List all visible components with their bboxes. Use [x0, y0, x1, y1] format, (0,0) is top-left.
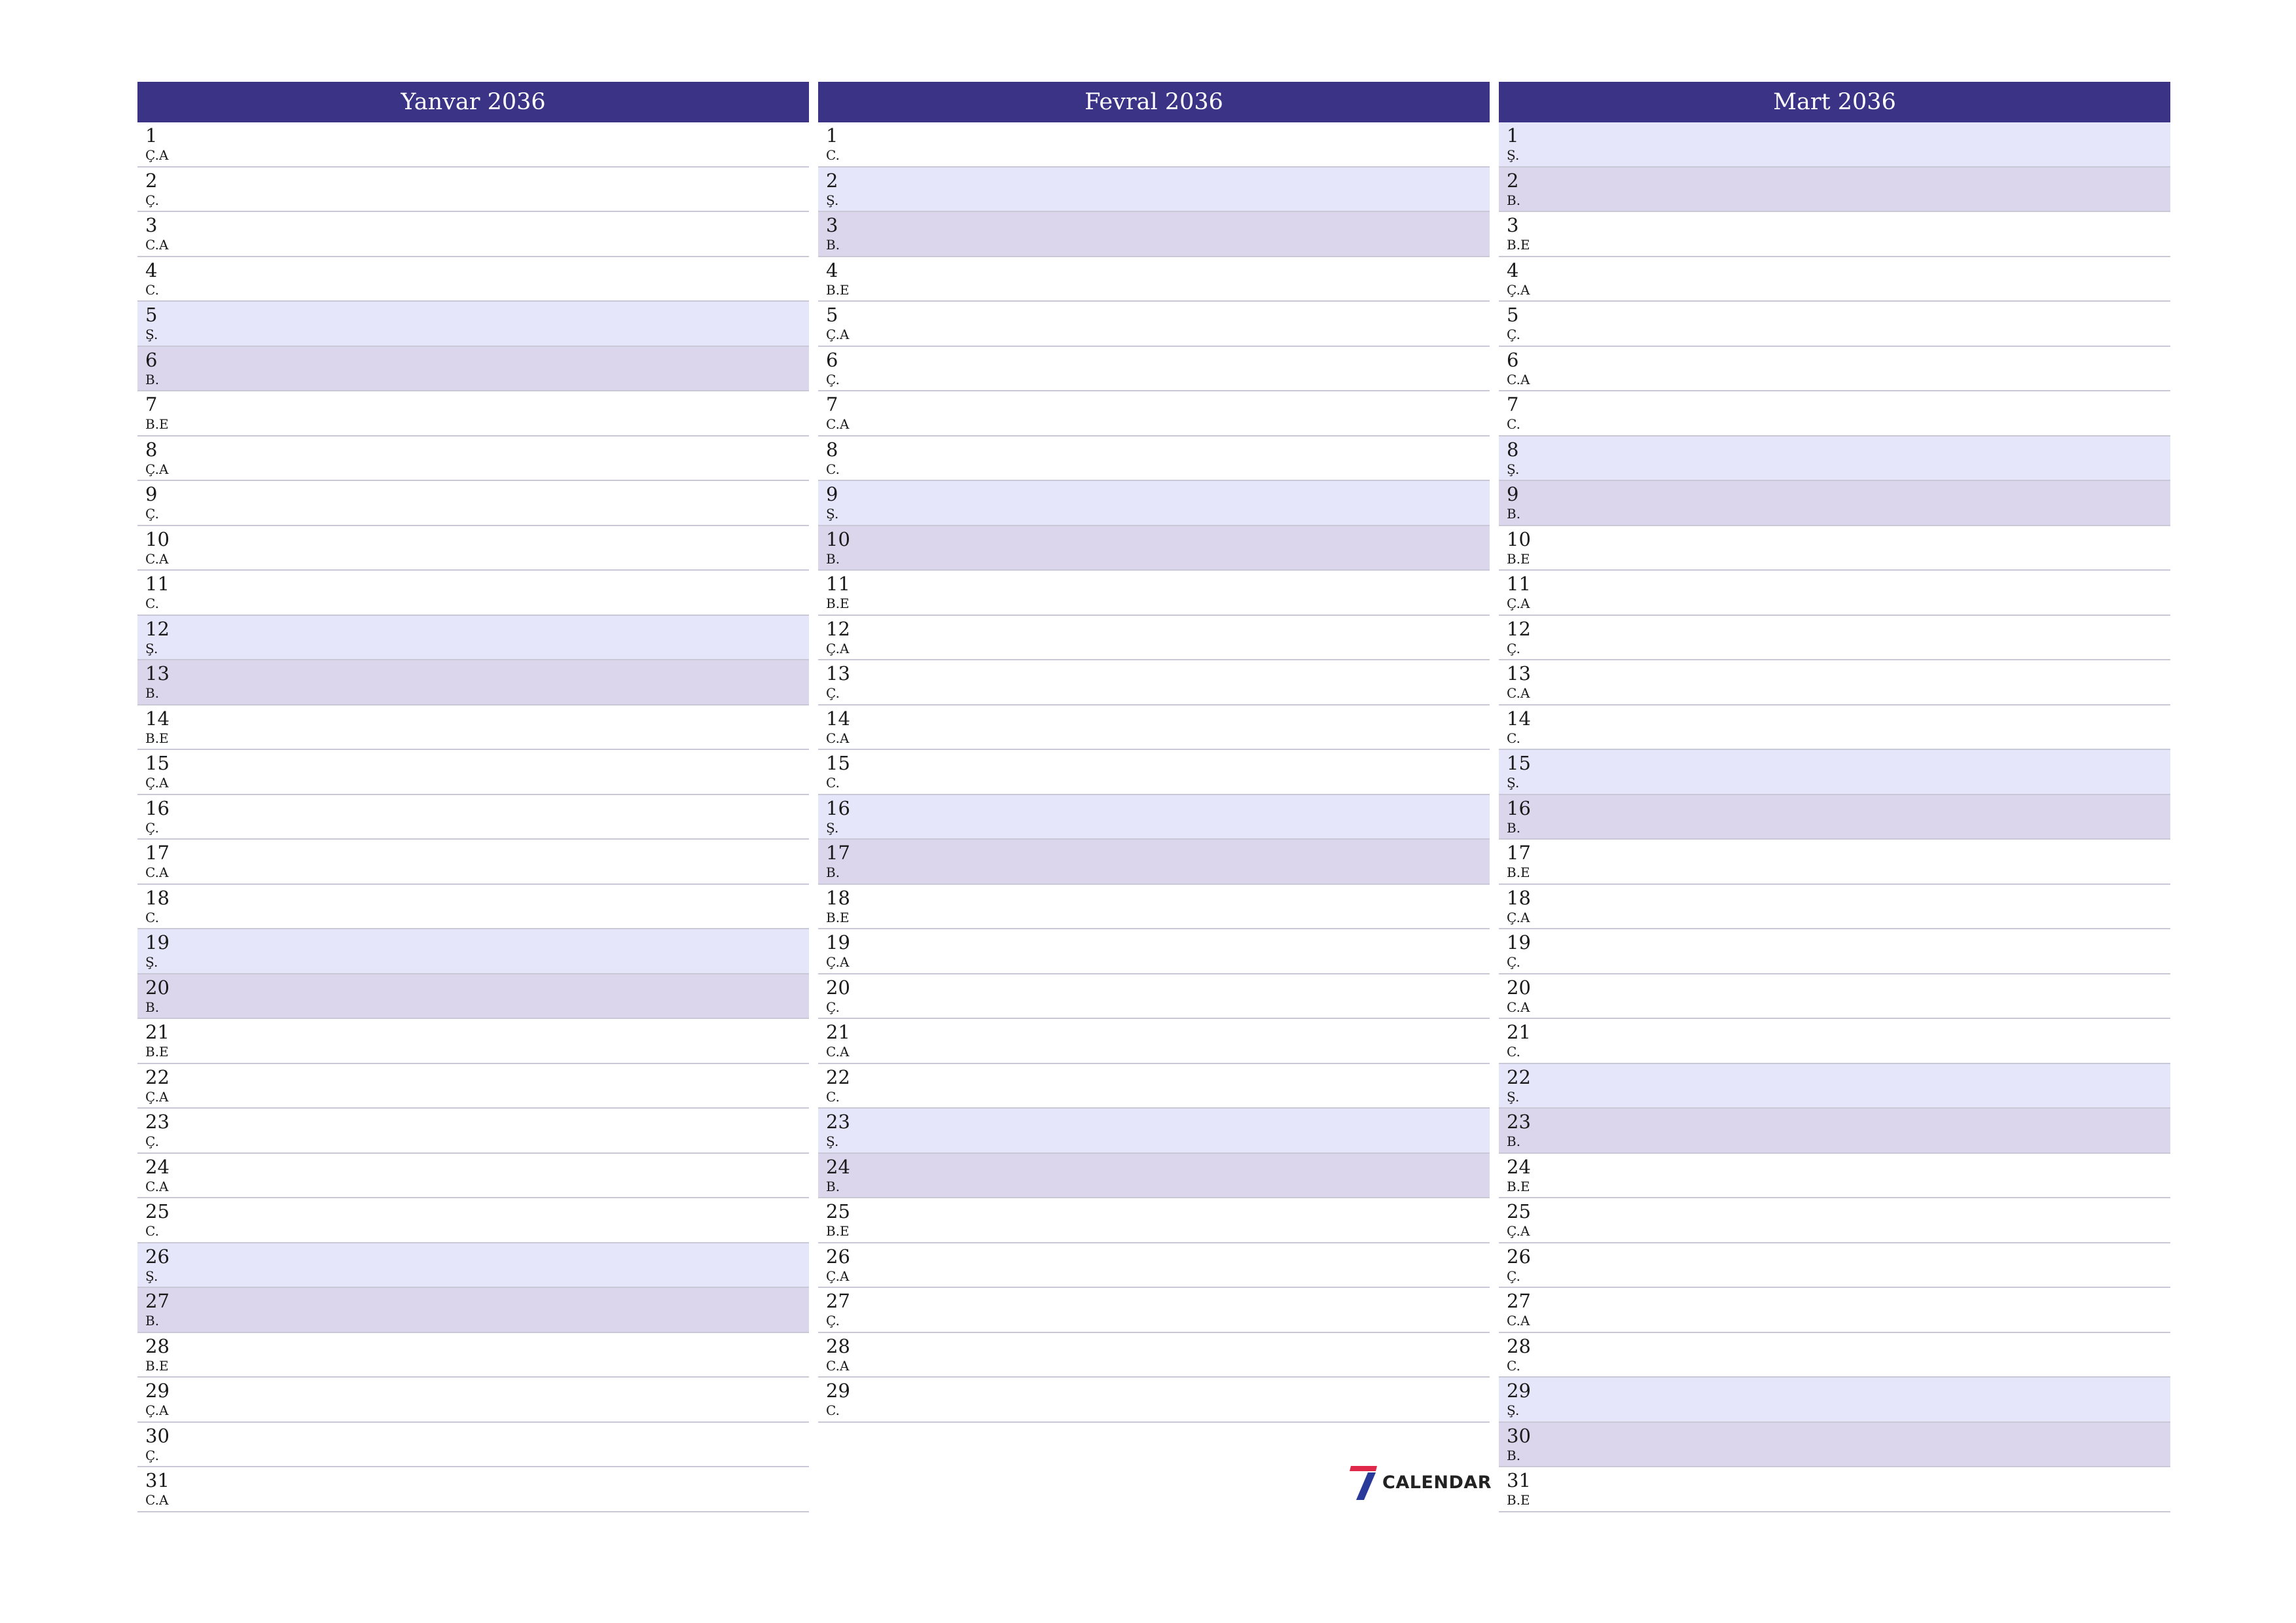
weekday-abbr: C. — [1507, 416, 1520, 432]
weekday-abbr: B.E — [826, 281, 850, 298]
day-row — [818, 840, 1490, 885]
day-row — [137, 1154, 809, 1199]
month-title: Mart 2036 — [1499, 82, 2170, 122]
day-row — [1499, 122, 2170, 168]
day-row — [818, 1019, 1490, 1064]
day-number: 26 — [826, 1245, 850, 1268]
weekday-abbr: C. — [826, 1402, 840, 1418]
day-number: 25 — [145, 1200, 170, 1222]
day-row — [818, 571, 1490, 616]
weekday-abbr: C.A — [145, 865, 169, 880]
weekday-abbr: B. — [1507, 819, 1521, 836]
weekday-abbr: Ç.A — [145, 1402, 169, 1418]
day-number: 17 — [145, 842, 170, 864]
day-number: 8 — [826, 438, 838, 461]
weekday-abbr: C. — [826, 1088, 840, 1105]
day-row — [1499, 437, 2170, 482]
weekday-abbr: Ş. — [1507, 147, 1520, 163]
day-row — [1499, 885, 2170, 930]
weekday-abbr: B. — [145, 1313, 160, 1329]
day-row — [818, 1378, 1490, 1423]
weekday-abbr: Ş. — [1507, 1402, 1520, 1418]
day-number: 22 — [145, 1065, 170, 1088]
month-title: Yanvar 2036 — [137, 82, 809, 122]
day-number: 3 — [826, 214, 838, 236]
day-number: 11 — [826, 573, 850, 595]
weekday-abbr: Ş. — [826, 506, 839, 522]
weekday-abbr: C.A — [826, 1357, 850, 1374]
day-number: 13 — [826, 662, 850, 685]
day-row — [818, 660, 1490, 705]
day-row — [1499, 571, 2170, 616]
day-row — [818, 122, 1490, 168]
day-row — [137, 795, 809, 840]
day-row — [137, 1064, 809, 1109]
weekday-abbr: B.E — [145, 730, 169, 746]
day-row — [137, 705, 809, 751]
weekday-abbr: Ş. — [1507, 461, 1520, 477]
day-number: 23 — [145, 1111, 170, 1133]
day-number: 17 — [1507, 842, 1531, 864]
day-row — [1499, 481, 2170, 526]
day-number: 9 — [826, 483, 838, 505]
weekday-abbr: Ç. — [1507, 954, 1520, 970]
weekday-abbr: C. — [826, 147, 840, 163]
weekday-abbr: Ç.A — [145, 775, 169, 791]
weekday-abbr: C.A — [145, 550, 169, 567]
day-row — [1499, 840, 2170, 885]
day-row — [1499, 974, 2170, 1020]
calendar-logo — [1348, 1465, 1492, 1501]
day-number: 24 — [145, 1155, 170, 1178]
day-row — [818, 1064, 1490, 1109]
day-number: 15 — [826, 752, 850, 774]
day-row — [1499, 1243, 2170, 1289]
day-row — [818, 526, 1490, 571]
day-row — [818, 347, 1490, 392]
weekday-abbr: B.E — [1507, 237, 1530, 253]
day-row — [818, 1333, 1490, 1378]
weekday-abbr: Ç.A — [1507, 596, 1530, 611]
weekday-abbr: Ç. — [1507, 640, 1520, 656]
weekday-abbr: B.E — [826, 1223, 850, 1239]
day-row — [1499, 1109, 2170, 1154]
day-number: 23 — [826, 1111, 850, 1133]
day-number: 2 — [826, 169, 838, 192]
weekday-abbr: B. — [145, 371, 160, 387]
day-row — [1499, 1467, 2170, 1512]
day-number: 12 — [826, 617, 850, 640]
day-number: 4 — [826, 259, 838, 281]
day-number: 21 — [826, 1021, 850, 1043]
day-number: 22 — [826, 1065, 850, 1088]
day-row — [137, 1423, 809, 1468]
day-row — [137, 840, 809, 885]
weekday-abbr: B. — [145, 999, 160, 1015]
weekday-abbr: Ş. — [826, 192, 839, 208]
weekday-abbr: C.A — [1507, 1313, 1530, 1329]
weekday-abbr: Ç. — [826, 999, 840, 1015]
weekday-abbr: Ç.A — [1507, 1223, 1530, 1239]
weekday-abbr: Ş. — [145, 954, 158, 970]
day-row — [818, 750, 1490, 795]
day-row — [818, 481, 1490, 526]
day-row — [137, 1333, 809, 1378]
day-row — [818, 1154, 1490, 1199]
weekday-abbr: Ş. — [1507, 1088, 1520, 1105]
day-row — [1499, 526, 2170, 571]
day-row — [818, 1109, 1490, 1154]
day-number: 29 — [1507, 1380, 1531, 1402]
day-number: 28 — [145, 1334, 170, 1357]
day-number: 30 — [145, 1424, 170, 1447]
day-number: 18 — [145, 886, 170, 909]
day-row — [137, 168, 809, 213]
day-number: 24 — [1507, 1155, 1531, 1178]
day-number: 4 — [145, 259, 158, 281]
day-number: 10 — [145, 527, 170, 550]
day-number: 11 — [1507, 573, 1531, 595]
day-number: 7 — [145, 393, 158, 416]
day-row — [137, 212, 809, 257]
day-number: 2 — [145, 169, 158, 192]
day-row — [818, 302, 1490, 347]
weekday-abbr: B. — [1507, 506, 1521, 522]
weekday-abbr: Ş. — [826, 819, 839, 836]
day-row — [137, 929, 809, 974]
day-list — [818, 122, 1490, 1423]
weekday-abbr: C.A — [145, 1492, 169, 1508]
day-row — [1499, 168, 2170, 213]
weekday-abbr: C. — [1507, 1044, 1520, 1060]
day-row — [137, 616, 809, 661]
day-row — [818, 257, 1490, 302]
day-row — [1499, 391, 2170, 437]
day-number: 28 — [1507, 1334, 1531, 1357]
weekday-abbr: C. — [145, 1223, 159, 1239]
day-number: 8 — [1507, 438, 1519, 461]
day-number: 23 — [1507, 1111, 1531, 1133]
day-row — [1499, 1423, 2170, 1468]
day-list — [137, 122, 809, 1512]
day-number: 25 — [826, 1200, 850, 1222]
day-row — [137, 660, 809, 705]
day-row — [137, 750, 809, 795]
day-row — [137, 571, 809, 616]
day-number: 21 — [1507, 1021, 1531, 1043]
day-row — [818, 212, 1490, 257]
weekday-abbr: B.E — [145, 1357, 169, 1374]
weekday-abbr: C.A — [1507, 999, 1530, 1015]
day-row — [1499, 1064, 2170, 1109]
day-number: 1 — [826, 124, 838, 147]
day-number: 31 — [145, 1469, 170, 1491]
weekday-abbr: B. — [1507, 1447, 1521, 1463]
weekday-abbr: Ç.A — [145, 147, 169, 163]
day-number: 15 — [145, 752, 170, 774]
weekday-abbr: B. — [1507, 192, 1521, 208]
day-number: 9 — [145, 483, 158, 505]
day-number: 21 — [145, 1021, 170, 1043]
day-number: 2 — [1507, 169, 1519, 192]
day-row — [818, 1243, 1490, 1289]
weekday-abbr: B.E — [1507, 1492, 1530, 1508]
weekday-abbr: C. — [145, 281, 159, 298]
day-number: 20 — [145, 976, 170, 999]
day-number: 28 — [826, 1334, 850, 1357]
day-row — [137, 391, 809, 437]
day-row — [137, 974, 809, 1020]
day-row — [1499, 929, 2170, 974]
weekday-abbr: C. — [1507, 730, 1520, 746]
day-number: 27 — [1507, 1290, 1531, 1312]
day-row — [1499, 705, 2170, 751]
day-row — [137, 437, 809, 482]
weekday-abbr: C.A — [1507, 371, 1530, 387]
day-row — [818, 437, 1490, 482]
day-number: 18 — [826, 886, 850, 909]
day-number: 7 — [826, 393, 838, 416]
weekday-abbr: C.A — [145, 1178, 169, 1194]
day-row — [818, 1288, 1490, 1333]
day-number: 18 — [1507, 886, 1531, 909]
day-number: 16 — [145, 796, 170, 819]
day-number: 12 — [145, 617, 170, 640]
day-number: 11 — [145, 573, 170, 595]
day-number: 27 — [826, 1290, 850, 1312]
day-number: 25 — [1507, 1200, 1531, 1222]
seven-logo-icon — [1348, 1465, 1380, 1501]
day-number: 19 — [145, 931, 170, 954]
day-number: 26 — [1507, 1245, 1531, 1268]
weekday-abbr: Ç.A — [145, 1088, 169, 1105]
day-number: 3 — [145, 214, 158, 236]
day-number: 20 — [1507, 976, 1531, 999]
weekday-abbr: Ç. — [145, 1133, 159, 1149]
day-row — [1499, 616, 2170, 661]
day-row — [137, 122, 809, 168]
day-number: 27 — [145, 1290, 170, 1312]
weekday-abbr: Ç.A — [1507, 281, 1530, 298]
day-row — [818, 795, 1490, 840]
day-row — [1499, 347, 2170, 392]
weekday-abbr: Ç.A — [1507, 909, 1530, 925]
day-number: 13 — [145, 662, 170, 685]
day-number: 20 — [826, 976, 850, 999]
day-number: 31 — [1507, 1469, 1531, 1491]
day-number: 16 — [1507, 796, 1531, 819]
day-number: 14 — [826, 707, 850, 730]
weekday-abbr: C. — [1507, 1357, 1520, 1374]
weekday-abbr: B.E — [826, 909, 850, 925]
weekday-abbr: C.A — [1507, 685, 1530, 701]
day-number: 14 — [1507, 707, 1531, 730]
day-row — [818, 168, 1490, 213]
weekday-abbr: Ç.A — [826, 954, 850, 970]
day-number: 6 — [145, 348, 158, 371]
day-number: 10 — [826, 527, 850, 550]
weekday-abbr: C.A — [826, 416, 850, 432]
weekday-abbr: C.A — [145, 237, 169, 253]
weekday-abbr: B.E — [1507, 865, 1530, 880]
day-number: 26 — [145, 1245, 170, 1268]
weekday-abbr: B.E — [1507, 1178, 1530, 1194]
day-number: 15 — [1507, 752, 1531, 774]
day-number: 10 — [1507, 527, 1531, 550]
weekday-abbr: C. — [145, 909, 159, 925]
day-number: 8 — [145, 438, 158, 461]
day-row — [137, 526, 809, 571]
day-number: 22 — [1507, 1065, 1531, 1088]
day-row — [1499, 302, 2170, 347]
day-number: 14 — [145, 707, 170, 730]
weekday-abbr: Ç.A — [826, 327, 850, 342]
month-column-february — [818, 82, 1490, 1423]
weekday-abbr: Ç. — [145, 819, 159, 836]
weekday-abbr: B. — [826, 865, 840, 880]
weekday-abbr: B.E — [145, 1044, 169, 1060]
logo-text: CALENDAR — [1382, 1472, 1492, 1493]
day-number: 12 — [1507, 617, 1531, 640]
weekday-abbr: Ç.A — [826, 1268, 850, 1284]
weekday-abbr: C.A — [826, 1044, 850, 1060]
day-number: 17 — [826, 842, 850, 864]
day-number: 1 — [1507, 124, 1519, 147]
day-number: 6 — [826, 348, 838, 371]
day-row — [818, 929, 1490, 974]
day-row — [137, 481, 809, 526]
day-number: 7 — [1507, 393, 1519, 416]
day-row — [1499, 1019, 2170, 1064]
day-number: 24 — [826, 1155, 850, 1178]
month-column-january — [137, 82, 809, 1512]
weekday-abbr: B. — [826, 550, 840, 567]
weekday-abbr: Ç. — [1507, 1268, 1520, 1284]
day-number: 6 — [1507, 348, 1519, 371]
day-row — [137, 1378, 809, 1423]
day-row — [137, 1019, 809, 1064]
day-row — [1499, 257, 2170, 302]
month-title: Fevral 2036 — [818, 82, 1490, 122]
day-row — [1499, 212, 2170, 257]
weekday-abbr: Ş. — [826, 1133, 839, 1149]
day-row — [137, 1467, 809, 1512]
weekday-abbr: C. — [145, 596, 159, 611]
day-number: 19 — [826, 931, 850, 954]
weekday-abbr: C. — [826, 461, 840, 477]
weekday-abbr: Ç.A — [826, 640, 850, 656]
day-row — [1499, 750, 2170, 795]
day-number: 1 — [145, 124, 158, 147]
day-row — [1499, 1288, 2170, 1333]
day-row — [137, 1109, 809, 1154]
weekday-abbr: Ş. — [145, 1268, 158, 1284]
weekday-abbr: C. — [826, 775, 840, 791]
weekday-abbr: B. — [826, 1178, 840, 1194]
day-row — [1499, 1333, 2170, 1378]
day-number: 29 — [145, 1380, 170, 1402]
weekday-abbr: B.E — [145, 416, 169, 432]
day-row — [1499, 795, 2170, 840]
day-row — [818, 885, 1490, 930]
weekday-abbr: Ş. — [1507, 775, 1520, 791]
day-row — [137, 1288, 809, 1333]
day-number: 5 — [1507, 304, 1519, 326]
weekday-abbr: Ç. — [145, 506, 159, 522]
weekday-abbr: B. — [1507, 1133, 1521, 1149]
day-list — [1499, 122, 2170, 1512]
day-number: 5 — [145, 304, 158, 326]
day-row — [137, 885, 809, 930]
day-row — [137, 1198, 809, 1243]
day-number: 29 — [826, 1380, 850, 1402]
weekday-abbr: C.A — [826, 730, 850, 746]
day-row — [137, 302, 809, 347]
weekday-abbr: Ç. — [826, 1313, 840, 1329]
day-row — [818, 1198, 1490, 1243]
day-row — [818, 974, 1490, 1020]
weekday-abbr: Ş. — [145, 327, 158, 342]
day-row — [1499, 1378, 2170, 1423]
month-column-march — [1499, 82, 2170, 1512]
weekday-abbr: B.E — [826, 596, 850, 611]
weekday-abbr: Ç. — [826, 685, 840, 701]
day-row — [818, 616, 1490, 661]
day-row — [818, 391, 1490, 437]
day-number: 9 — [1507, 483, 1519, 505]
day-number: 13 — [1507, 662, 1531, 685]
day-row — [137, 1243, 809, 1289]
weekday-abbr: Ç.A — [145, 461, 169, 477]
weekday-abbr: B. — [826, 237, 840, 253]
weekday-abbr: Ç. — [145, 1447, 159, 1463]
day-number: 4 — [1507, 259, 1519, 281]
day-row — [137, 257, 809, 302]
day-row — [1499, 1198, 2170, 1243]
day-number: 30 — [1507, 1424, 1531, 1447]
weekday-abbr: B.E — [1507, 550, 1530, 567]
weekday-abbr: Ç. — [826, 371, 840, 387]
weekday-abbr: Ç. — [1507, 327, 1520, 342]
day-row — [137, 347, 809, 392]
weekday-abbr: B. — [145, 685, 160, 701]
day-row — [818, 705, 1490, 751]
day-number: 5 — [826, 304, 838, 326]
weekday-abbr: Ç. — [145, 192, 159, 208]
day-row — [1499, 660, 2170, 705]
day-number: 16 — [826, 796, 850, 819]
weekday-abbr: Ş. — [145, 640, 158, 656]
day-number: 3 — [1507, 214, 1519, 236]
day-row — [1499, 1154, 2170, 1199]
day-number: 19 — [1507, 931, 1531, 954]
